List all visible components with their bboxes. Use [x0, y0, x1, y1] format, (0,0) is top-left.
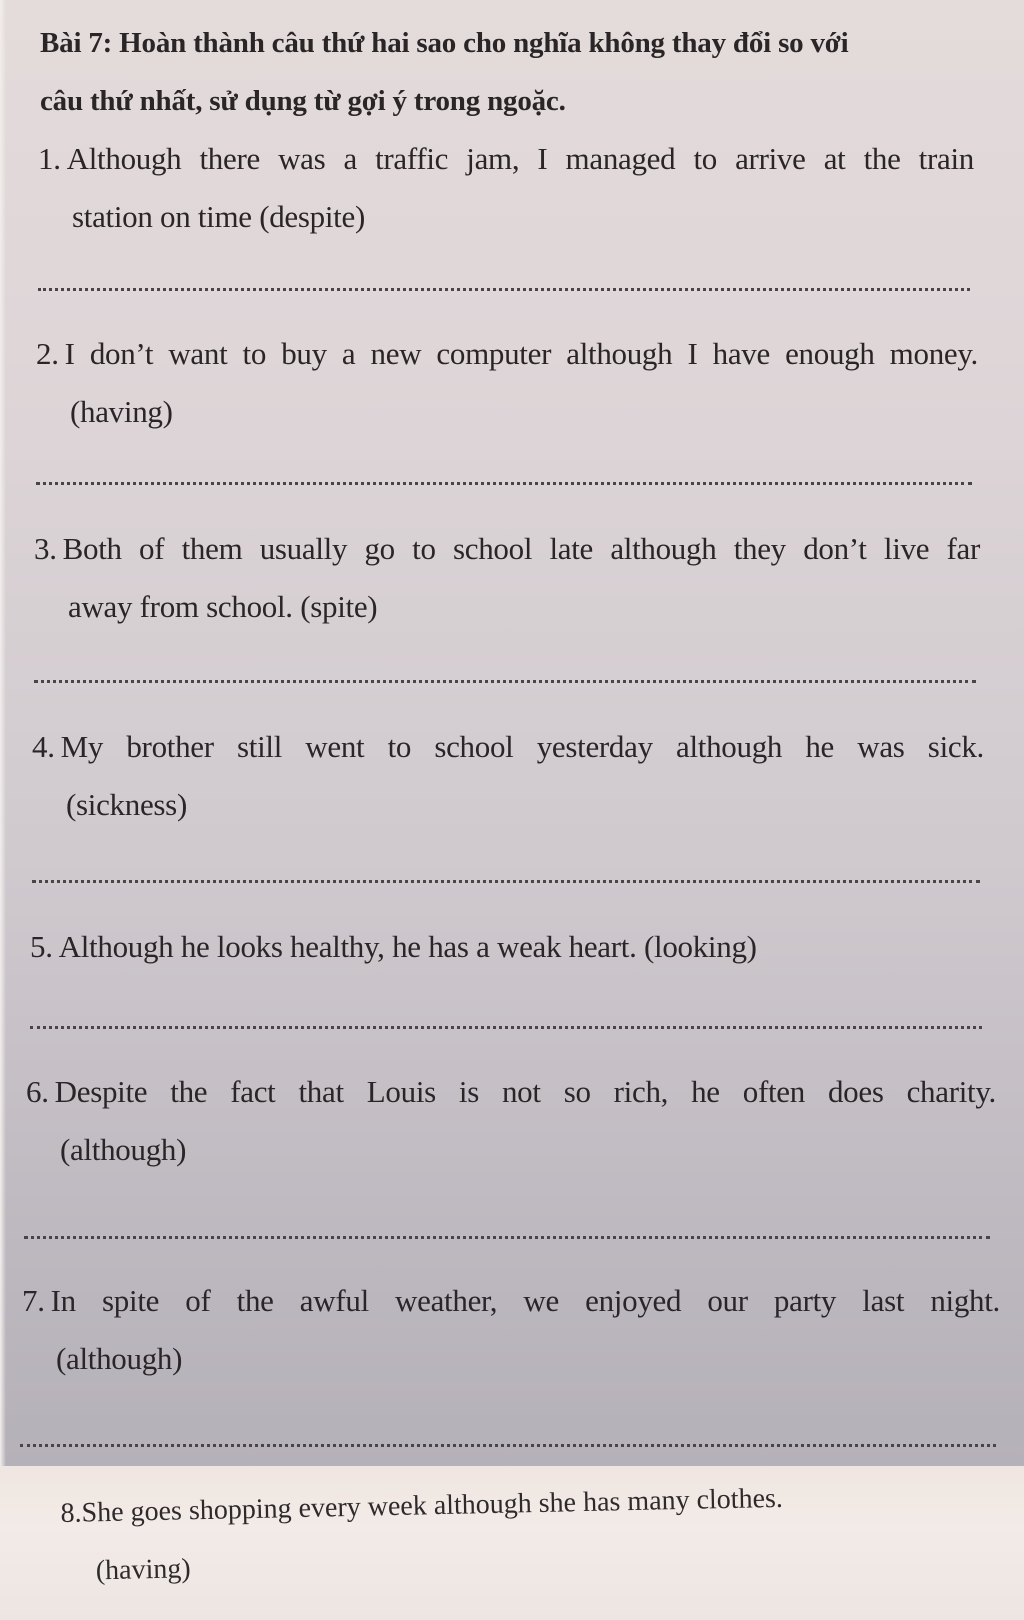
question-2-text: 2. I don’t want to buy a new computer although I have enough money. [36, 336, 978, 371]
question-5 [30, 918, 890, 976]
question-6 [26, 1063, 996, 1179]
question-8-text: 8.She goes shopping every week although she has many clothes. [60, 1482, 784, 1529]
question-5-text: 5. Although he looks healthy, he has a weak heart. (looking) [30, 929, 757, 964]
title-line-1: Bài 7: Hoàn thành câu thứ hai sao cho nghĩa không thay đổi so với [40, 27, 849, 59]
question-7 [22, 1272, 1000, 1388]
answer-line-2[interactable] [36, 482, 972, 485]
question-3-text: 3. Both of them usually go to school late although they don’t live far [34, 531, 980, 566]
answer-line-6[interactable] [24, 1236, 990, 1239]
question-1 [38, 130, 974, 246]
answer-line-4[interactable] [32, 880, 980, 883]
question-8-hint: (having) [95, 1553, 191, 1587]
question-8 [60, 1466, 962, 1601]
question-4 [32, 718, 984, 834]
answer-line-7[interactable] [20, 1444, 996, 1447]
question-3 [34, 520, 980, 636]
question-4-text: 4. My brother still went to school yesterday although he was sick. [32, 729, 984, 764]
exercise-title [40, 14, 1000, 130]
question-2-hint: (having) [70, 394, 173, 429]
answer-line-1[interactable] [38, 288, 970, 291]
title-line-2: câu thứ nhất, sử dụng từ gợi ý trong ngoặc. [40, 85, 566, 117]
answer-line-5[interactable] [30, 1026, 982, 1029]
question-3-hint: away from school. (spite) [68, 589, 378, 624]
question-1-hint: station on time (despite) [72, 199, 365, 234]
question-7-text: 7. In spite of the awful weather, we enjoyed our party last night. [22, 1283, 1000, 1318]
question-2 [36, 325, 978, 441]
question-6-hint: (although) [60, 1132, 187, 1167]
question-1-text: 1. Although there was a traffic jam, I managed to arrive at the train [38, 141, 974, 176]
answer-line-3[interactable] [34, 680, 976, 683]
question-4-hint: (sickness) [66, 787, 187, 822]
page-edge [0, 0, 6, 1466]
question-6-text: 6. Despite the fact that Louis is not so rich, he often does charity. [26, 1074, 996, 1109]
question-7-hint: (although) [56, 1341, 183, 1376]
